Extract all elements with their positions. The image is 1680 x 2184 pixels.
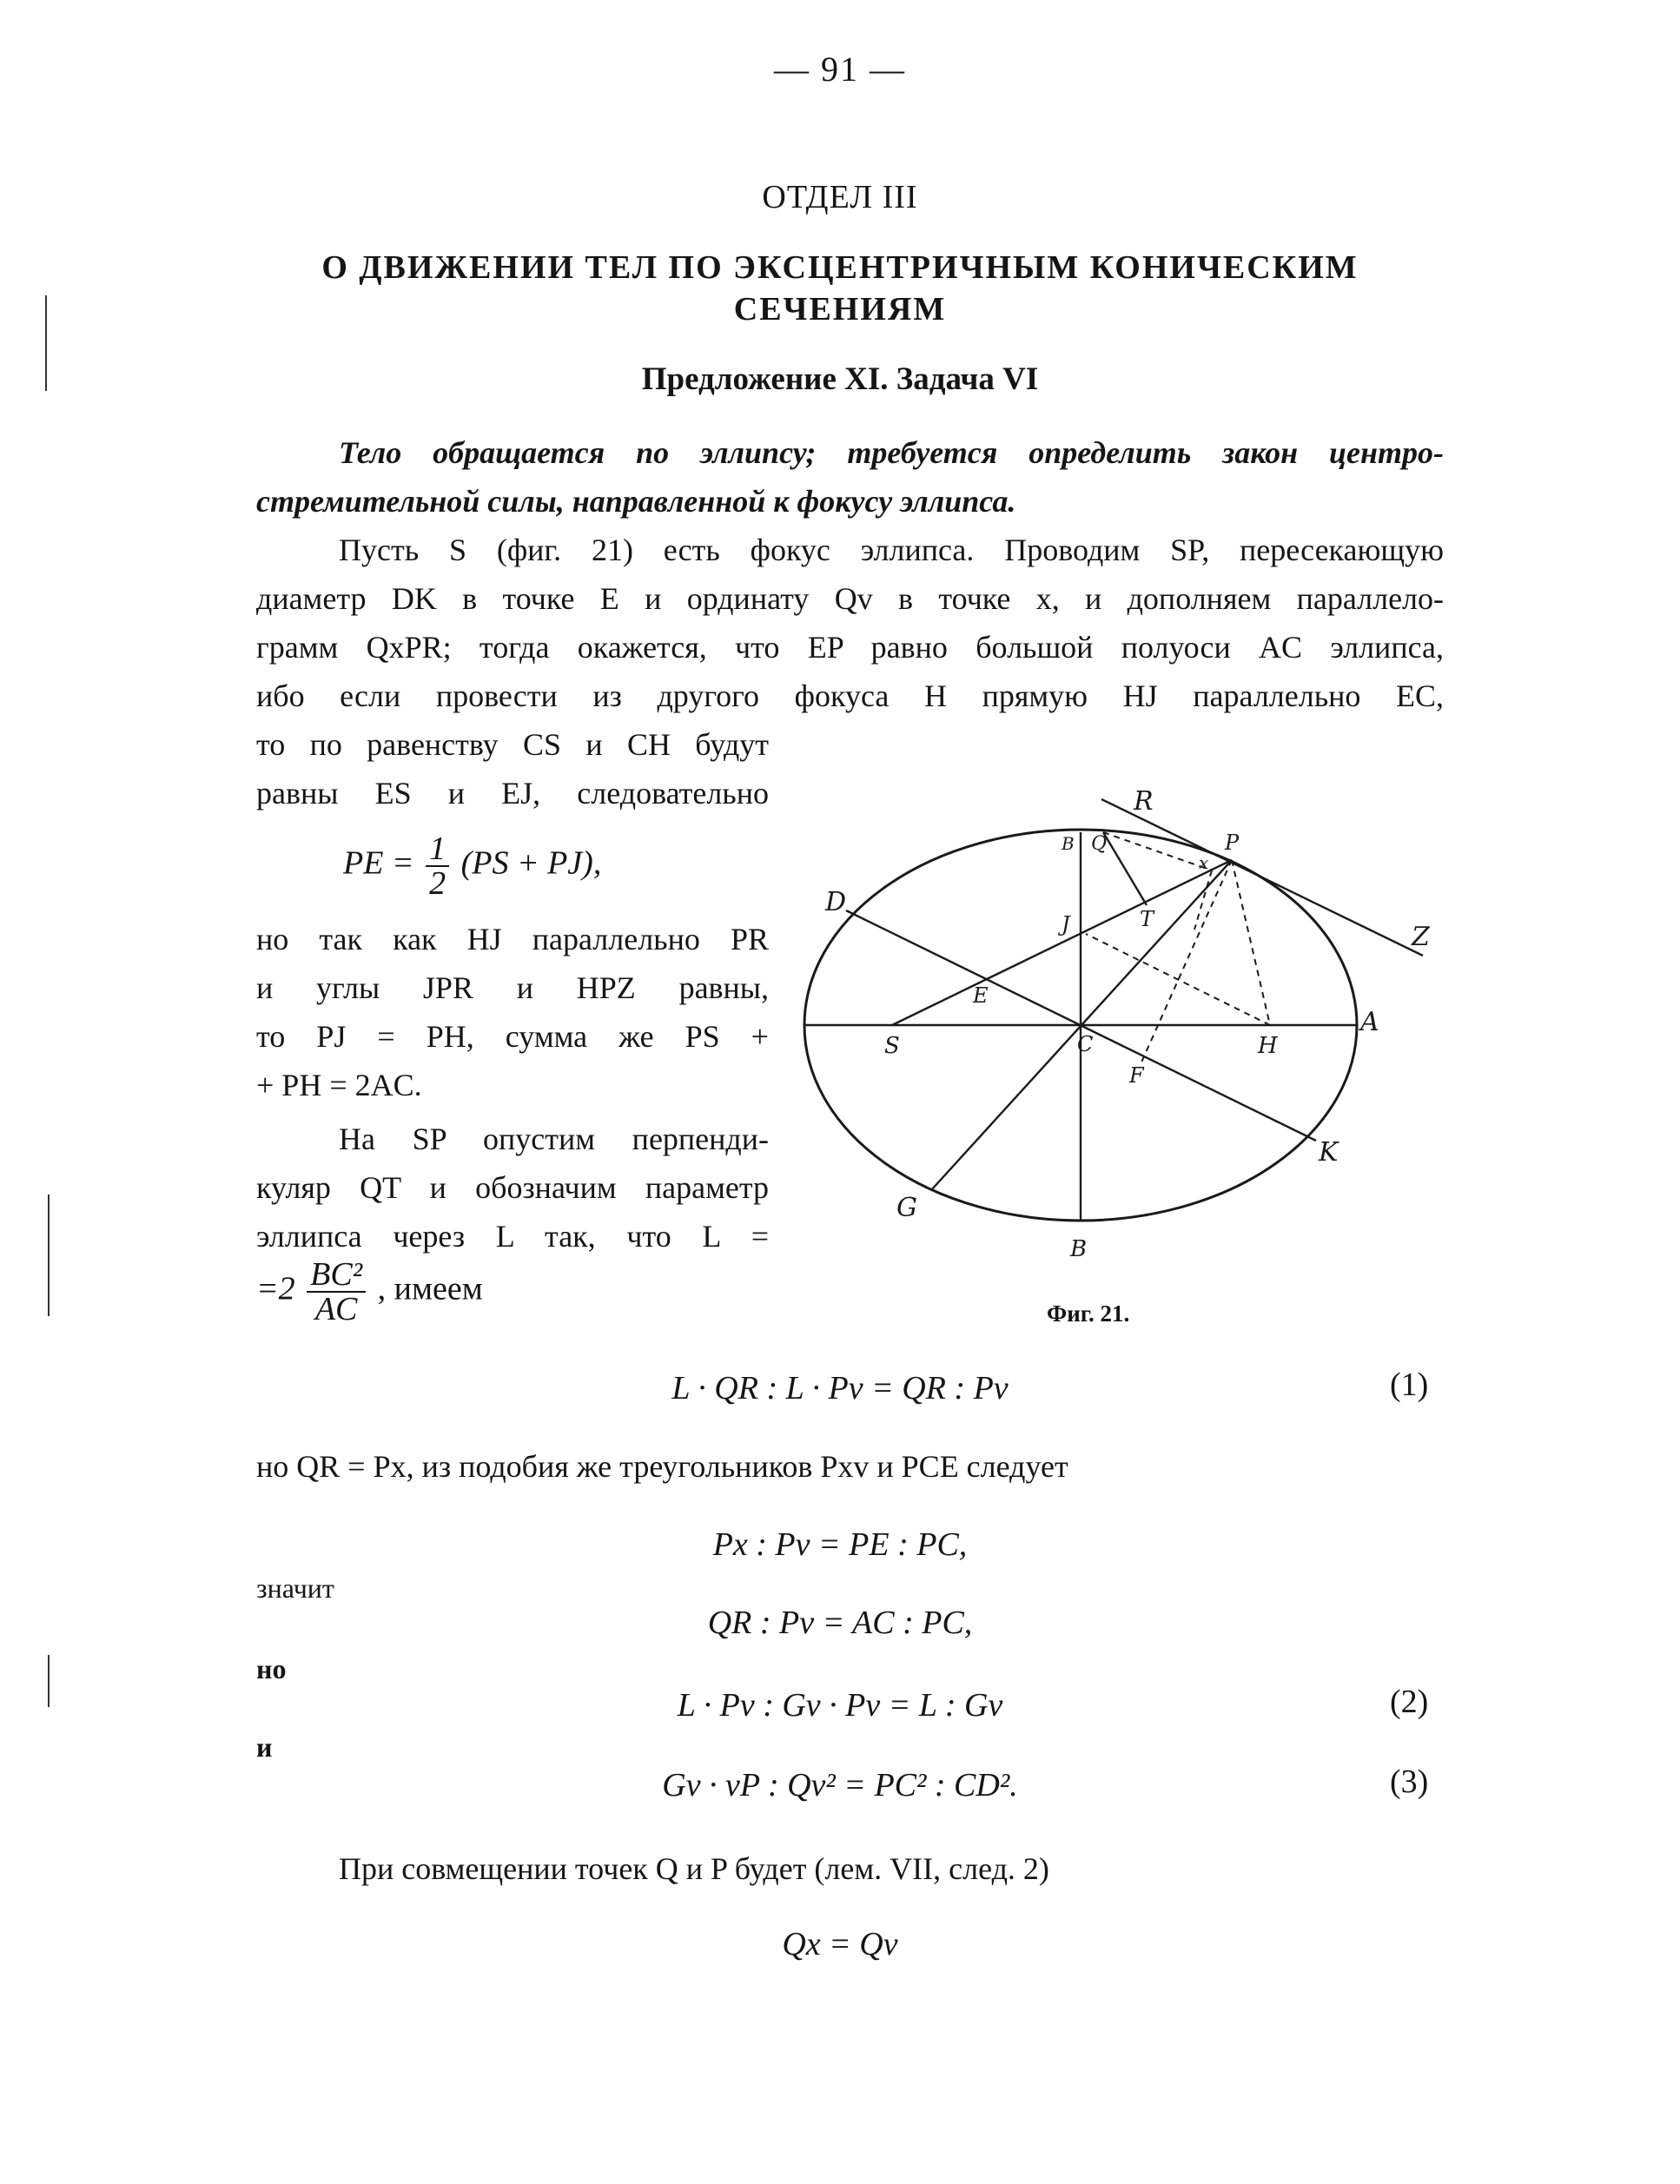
proposition-heading: Предложение XI. Задача VI [641,361,1039,397]
dashed-pf [1141,860,1232,1064]
equation-px: Px : Pv = PE : PC, [712,1526,968,1563]
figure-label: S [884,1033,900,1059]
figure-label: A [1360,1007,1379,1037]
paragraph-line: эллипса через L так, что L = [256,1219,769,1254]
fraction-bc-ac [307,1258,366,1326]
paragraph-line: и углы JPR и HPZ равны, [256,970,769,1005]
dashed-hj [1086,934,1270,1025]
scan-margin-mark [48,1195,50,1316]
paragraph-line: На SP опустим перпенди- [339,1122,769,1156]
figure-label: x [1199,852,1209,873]
equation-1-number: (1) [1390,1367,1429,1403]
paragraph-line: но QR = Px, из подобия же треугольников Pxv и PCE следует [256,1449,1068,1484]
equation-pe-lhs: PE = [343,844,414,882]
paragraph-line: то по равенству CS и CH будут [256,727,769,762]
line-qt [1103,832,1147,905]
paragraph-line: но так как HJ параллельно PR [256,922,769,956]
paragraph-line: При совмещении точек Q и P будет (лем. VII, след. 2) [339,1851,1049,1886]
figure-caption: Фиг. 21. [1047,1300,1130,1327]
dashed-xv [1194,870,1212,930]
dashed-ph [1232,860,1270,1025]
figure-label: Z [1412,922,1430,952]
figure-label: Q [1091,833,1108,855]
fraction-denominator: AC [314,1291,358,1327]
equation-3-number: (3) [1390,1764,1429,1800]
paragraph-line: то PJ = PH, сумма же PS + [256,1019,769,1054]
paragraph-line: равны ES и EJ, следовательно [256,776,769,811]
paragraph-line: диаметр DK в точке E и ординату Qv в точке x, и дополняем параллело- [256,581,1444,616]
equation-3: Gv · vP : Qv² = PC² : CD². [662,1767,1018,1803]
fraction-numerator: BC² [307,1258,366,1293]
scan-margin-mark [48,1655,50,1707]
figure-label: C [1077,1032,1094,1056]
figure-label: T [1140,907,1154,931]
paragraph-line: куляр QT и обозначим параметр [256,1170,769,1205]
figure-label: J [1062,912,1070,936]
figure-label: R [1134,786,1154,817]
figure-21-diagram [782,764,1459,1268]
equation-2: L · Pv : Gv · Pv = L : Gv [677,1687,1003,1724]
chapter-title-line2: СЕЧЕНИЯМ [733,291,947,328]
word-znachit: значит [256,1572,334,1604]
paragraph-line: грамм QxPR; тогда окажется, что EP равно большой полуоси AC эллипса, [256,630,1444,665]
page-number: — 91 — [774,50,906,89]
figure-label: B [1070,1236,1088,1262]
figure-label: B [1062,833,1075,854]
word-no: но [256,1653,287,1684]
figure-label: F [1129,1063,1144,1088]
paragraph-line: + PH = 2AC. [256,1068,422,1102]
equation-l-lhs: =2 [256,1270,295,1307]
figure-label: P [1225,831,1240,855]
equation-qr: QR : Pv = AC : PC, [707,1605,973,1641]
statement-line-1: Тело обращается по эллипсу; требуется определить закон центро- [339,435,1444,470]
equation-l-rhs: , имеем [377,1270,483,1307]
section-heading: ОТДЕЛ III [762,179,918,215]
equation-pe [343,832,601,900]
paragraph-line: Пусть S (фиг. 21) есть фокус эллипса. Проводим SP, пересекающую [339,533,1444,567]
chapter-title-line1: О ДВИЖЕНИИ ТЕЛ ПО ЭКСЦЕНТРИЧНЫМ КОНИЧЕСКИМ [321,249,1359,286]
fraction-denominator: 2 [429,865,446,902]
fraction-numerator: 1 [426,832,449,867]
figure-label: H [1258,1033,1278,1059]
equation-1: L · QR : L · Pv = QR : Pv [671,1370,1009,1406]
equation-2-number: (2) [1390,1684,1429,1720]
equation-pe-rhs: (PS + PJ), [460,844,602,882]
line-sp [892,860,1232,1025]
figure-label: K [1319,1137,1339,1168]
figure-label: G [896,1193,917,1223]
scan-margin-mark [45,295,47,391]
paragraph-line: ибо если провести из другого фокуса H прямую HJ параллельно EC, [256,678,1444,713]
tangent-line [1101,799,1423,956]
chapter-title [0,247,1680,330]
word-i: и [256,1731,273,1763]
statement-line-2: стремительной силы, направленной к фокусу эллипса. [256,484,1016,519]
figure-label: D [825,887,847,917]
equation-l [256,1258,483,1326]
equation-final: Qx = Qv [782,1926,898,1962]
figure-label: E [973,983,989,1008]
fraction-one-half [426,832,449,900]
